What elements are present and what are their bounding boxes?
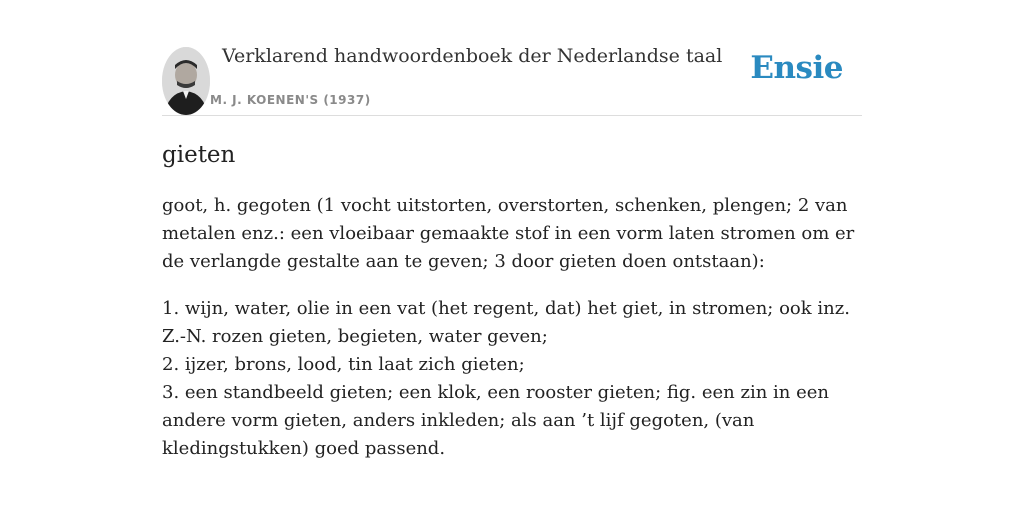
sense-item: 2. ijzer, brons, lood, tin laat zich gieten; [162, 354, 525, 375]
dictionary-header [162, 0, 862, 116]
author-attribution: M. J. KOENEN'S (1937) [210, 93, 371, 107]
entry-intro: goot, h. gegoten (1 vocht uitstorten, overstorten, schenken, plengen; 2 van metalen enz.: een vloeibaar gemaakte stof in een vorm laten stromen om er de verlangde gestalte aan te geven; 3 door gieten doen ontstaan): [162, 195, 855, 272]
entry-headword: gieten [162, 142, 236, 168]
ensie-logo[interactable]: Ensie [750, 50, 843, 86]
author-portrait-icon [162, 47, 210, 115]
sense-item: 1. wijn, water, olie in een vat (het regent, dat) het giet, in stromen; ook inz. Z.-N. rozen gieten, begieten, water geven; [162, 298, 850, 347]
sense-item: 3. een standbeeld gieten; een klok, een rooster gieten; fig. een zin in een andere vorm gieten, anders inkleden; als aan ’t lijf gegoten, (van kledingstukken) goed passend. [162, 382, 829, 459]
book-title: Verklarend handwoordenboek der Nederlandse taal [222, 45, 723, 67]
content-container [162, 0, 862, 463]
entry-senses [162, 295, 862, 463]
